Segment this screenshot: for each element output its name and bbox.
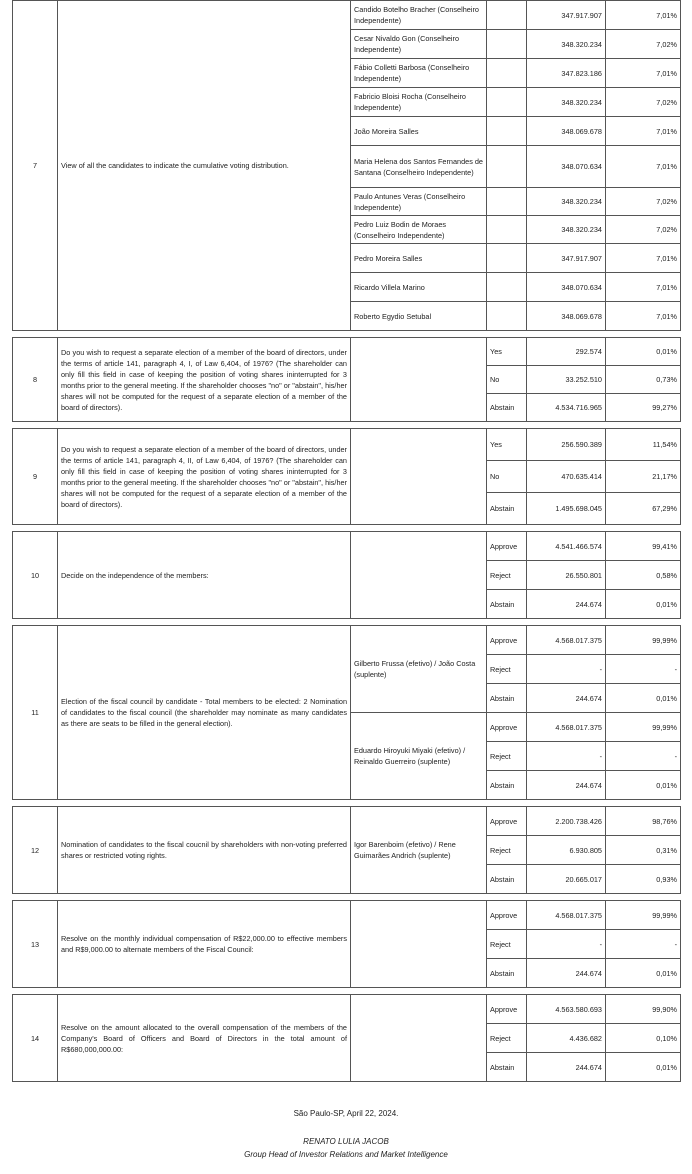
item-number: 7 <box>13 1 58 331</box>
vote-percentage: 7,01% <box>606 146 681 188</box>
candidate-name: Fábio Colletti Barbosa (Conselheiro Independente) <box>351 59 487 88</box>
item-description: View of all the candidates to indicate the cumulative voting distribution. <box>58 1 351 331</box>
vote-count: 244.674 <box>527 1053 606 1082</box>
item-number: 10 <box>13 532 58 619</box>
vote-option: Abstain <box>487 493 527 525</box>
vote-option: Approve <box>487 901 527 930</box>
vote-option: Abstain <box>487 590 527 619</box>
vote-count: 26.550.801 <box>527 561 606 590</box>
vote-count: 2.200.738.426 <box>527 807 606 836</box>
vote-percentage: 7,02% <box>606 30 681 59</box>
vote-count: 4.568.017.375 <box>527 713 606 742</box>
vote-percentage: 0,73% <box>606 366 681 394</box>
vote-percentage: 0,31% <box>606 836 681 865</box>
item-12-row <box>13 807 681 836</box>
vote-percentage: 7,01% <box>606 244 681 273</box>
item-7-row <box>13 1 681 30</box>
candidate-name: Ricardo Villela Marino <box>351 273 487 302</box>
vote-count: 348.069.678 <box>527 302 606 331</box>
vote-percentage: 99,27% <box>606 394 681 422</box>
vote-option: Reject <box>487 1024 527 1053</box>
vote-count: 348.320.234 <box>527 30 606 59</box>
vote-option: Approve <box>487 626 527 655</box>
vote-count: 348.069.678 <box>527 117 606 146</box>
vote-count: 4.563.580.693 <box>527 995 606 1024</box>
vote-percentage: 0,58% <box>606 561 681 590</box>
vote-percentage: 7,02% <box>606 188 681 216</box>
vote-count: 470.635.414 <box>527 461 606 493</box>
vote-option: Yes <box>487 338 527 366</box>
vote-count: 4.541.466.574 <box>527 532 606 561</box>
item-10-row <box>13 532 681 561</box>
document-date: São Paulo-SP, April 22, 2024. <box>293 1109 399 1118</box>
vote-percentage: 7,01% <box>606 59 681 88</box>
vote-count: 244.674 <box>527 771 606 800</box>
vote-count: 348.320.234 <box>527 188 606 216</box>
vote-option: Approve <box>487 532 527 561</box>
candidate-name: Paulo Antunes Veras (Conselheiro Independente) <box>351 188 487 216</box>
vote-count: 33.252.510 <box>527 366 606 394</box>
item-number: 8 <box>13 338 58 422</box>
vote-percentage: 7,01% <box>606 273 681 302</box>
item-description: Nomination of candidates to the fiscal coucnil by shareholders with non-voting preferred shares or restricted voting rights. <box>58 807 351 894</box>
voting-results-table <box>12 0 681 1082</box>
candidate-name: Cesar Nivaldo Gon (Conselheiro Independente) <box>351 30 487 59</box>
candidate-name: Pedro Luiz Bodin de Moraes (Conselheiro Independente) <box>351 216 487 244</box>
candidate-name: Igor Barenboim (efetivo) / Rene Guimarães Andrich (suplente) <box>351 807 487 894</box>
vote-count: 1.495.698.045 <box>527 493 606 525</box>
item-number: 9 <box>13 429 58 525</box>
item-description: Do you wish to request a separate election of a member of the board of directors, under the terms of article 141, paragraph 4, I, of Law 6,404, of 1976? (The shareholder can only fill this field in case of keeping the position of voting shares ininterrupted for 3 months prior to the general meeting. If the shareholder chooses "no" or "abstain", his/her shares will not be computed for the request of a separate election of a member of the board of directors). <box>58 338 351 422</box>
vote-option: Reject <box>487 655 527 684</box>
vote-count: 347.823.186 <box>527 59 606 88</box>
candidate-name: Fabricio Bloisi Rocha (Conselheiro Independente) <box>351 88 487 117</box>
vote-percentage: 99,90% <box>606 995 681 1024</box>
vote-option: Approve <box>487 807 527 836</box>
vote-percentage: 99,99% <box>606 901 681 930</box>
vote-percentage: 99,99% <box>606 713 681 742</box>
item-number: 12 <box>13 807 58 894</box>
vote-percentage: 0,01% <box>606 684 681 713</box>
item-8-row <box>13 338 681 366</box>
vote-count: 348.320.234 <box>527 88 606 117</box>
vote-count: 244.674 <box>527 959 606 988</box>
vote-option: Abstain <box>487 684 527 713</box>
vote-percentage: - <box>606 655 681 684</box>
vote-count: 20.665.017 <box>527 865 606 894</box>
candidate-name: Gilberto Frussa (efetivo) / João Costa (suplente) <box>351 626 487 713</box>
vote-option: Approve <box>487 995 527 1024</box>
item-9-row <box>13 429 681 461</box>
vote-percentage: 7,01% <box>606 302 681 331</box>
signer-title: Group Head of Investor Relations and Market Intelligence <box>244 1150 448 1159</box>
vote-percentage: 67,29% <box>606 493 681 525</box>
vote-count: 348.320.234 <box>527 216 606 244</box>
vote-count: - <box>527 742 606 771</box>
item-number: 13 <box>13 901 58 988</box>
vote-percentage: 7,01% <box>606 117 681 146</box>
vote-option: Reject <box>487 742 527 771</box>
vote-count: 4.568.017.375 <box>527 626 606 655</box>
vote-percentage: 7,02% <box>606 88 681 117</box>
vote-option: Abstain <box>487 771 527 800</box>
vote-option: Abstain <box>487 959 527 988</box>
vote-count: 4.568.017.375 <box>527 901 606 930</box>
vote-count: - <box>527 655 606 684</box>
vote-option: Yes <box>487 429 527 461</box>
vote-option: Abstain <box>487 865 527 894</box>
vote-option: No <box>487 366 527 394</box>
item-14-row <box>13 995 681 1024</box>
voting-results-document <box>12 0 680 1082</box>
vote-percentage: - <box>606 930 681 959</box>
vote-option: Reject <box>487 561 527 590</box>
vote-count: 4.534.716.965 <box>527 394 606 422</box>
vote-percentage: 98,76% <box>606 807 681 836</box>
vote-percentage: - <box>606 742 681 771</box>
vote-count: 244.674 <box>527 684 606 713</box>
signer-name: RENATO LULIA JACOB <box>303 1137 389 1146</box>
candidate-name: Roberto Egydio Setubal <box>351 302 487 331</box>
vote-percentage: 0,01% <box>606 771 681 800</box>
vote-percentage: 0,10% <box>606 1024 681 1053</box>
vote-count: 347.917.907 <box>527 1 606 30</box>
vote-option: Reject <box>487 930 527 959</box>
vote-count: 256.590.389 <box>527 429 606 461</box>
candidate-name: Pedro Moreira Salles <box>351 244 487 273</box>
item-number: 14 <box>13 995 58 1082</box>
vote-percentage: 0,93% <box>606 865 681 894</box>
vote-count: 347.917.907 <box>527 244 606 273</box>
item-description: Resolve on the monthly individual compensation of R$22,000.00 to effective members and R$9,000.00 to alternate members of the Fiscal Council: <box>58 901 351 988</box>
vote-option: Approve <box>487 713 527 742</box>
candidate-name: Maria Helena dos Santos Fernandes de Santana (Conselheiro Independente) <box>351 146 487 188</box>
vote-count: 4.436.682 <box>527 1024 606 1053</box>
vote-percentage: 0,01% <box>606 1053 681 1082</box>
item-description: Do you wish to request a separate election of a member of the board of directors, under the terms of article 141, paragraph 4, II, of Law 6,404, of 1976? (The shareholder can only fill this field in case of keeping the position of voting shares ininterrupted for 3 months prior to the general meeting. If the shareholder chooses "no" or "abstain", his/her shares will not be computed for the request of a separate election of a member of the board of directors). <box>58 429 351 525</box>
item-description: Election of the fiscal council by candidate - Total members to be elected: 2 Nomination of candidates to the fiscal council (the shareholder may nominate as many candidates as there are seats to be filled in the general election). <box>58 626 351 800</box>
vote-percentage: 21,17% <box>606 461 681 493</box>
item-number: 11 <box>13 626 58 800</box>
vote-option: Abstain <box>487 394 527 422</box>
item-description: Decide on the independence of the members: <box>58 532 351 619</box>
vote-count: 6.930.805 <box>527 836 606 865</box>
vote-percentage: 11,54% <box>606 429 681 461</box>
vote-option: Reject <box>487 836 527 865</box>
vote-percentage: 0,01% <box>606 959 681 988</box>
vote-option: No <box>487 461 527 493</box>
vote-percentage: 7,02% <box>606 216 681 244</box>
vote-count: 292.574 <box>527 338 606 366</box>
candidate-name: Candido Botelho Bracher (Conselheiro Independente) <box>351 1 487 30</box>
vote-percentage: 7,01% <box>606 1 681 30</box>
item-13-row <box>13 901 681 930</box>
candidate-name: João Moreira Salles <box>351 117 487 146</box>
vote-option: Abstain <box>487 1053 527 1082</box>
vote-count: 348.070.634 <box>527 273 606 302</box>
vote-count: - <box>527 930 606 959</box>
item-description: Resolve on the amount allocated to the overall compensation of the members of the Company's Board of Officers and Board of Directors in the total amount of R$680,000,000.00: <box>58 995 351 1082</box>
vote-count: 348.070.634 <box>527 146 606 188</box>
vote-percentage: 99,41% <box>606 532 681 561</box>
vote-percentage: 99,99% <box>606 626 681 655</box>
vote-percentage: 0,01% <box>606 590 681 619</box>
candidate-name: Eduardo Hiroyuki Miyaki (efetivo) / Reinaldo Guerreiro (suplente) <box>351 713 487 800</box>
vote-percentage: 0,01% <box>606 338 681 366</box>
item-11-row <box>13 626 681 655</box>
vote-count: 244.674 <box>527 590 606 619</box>
